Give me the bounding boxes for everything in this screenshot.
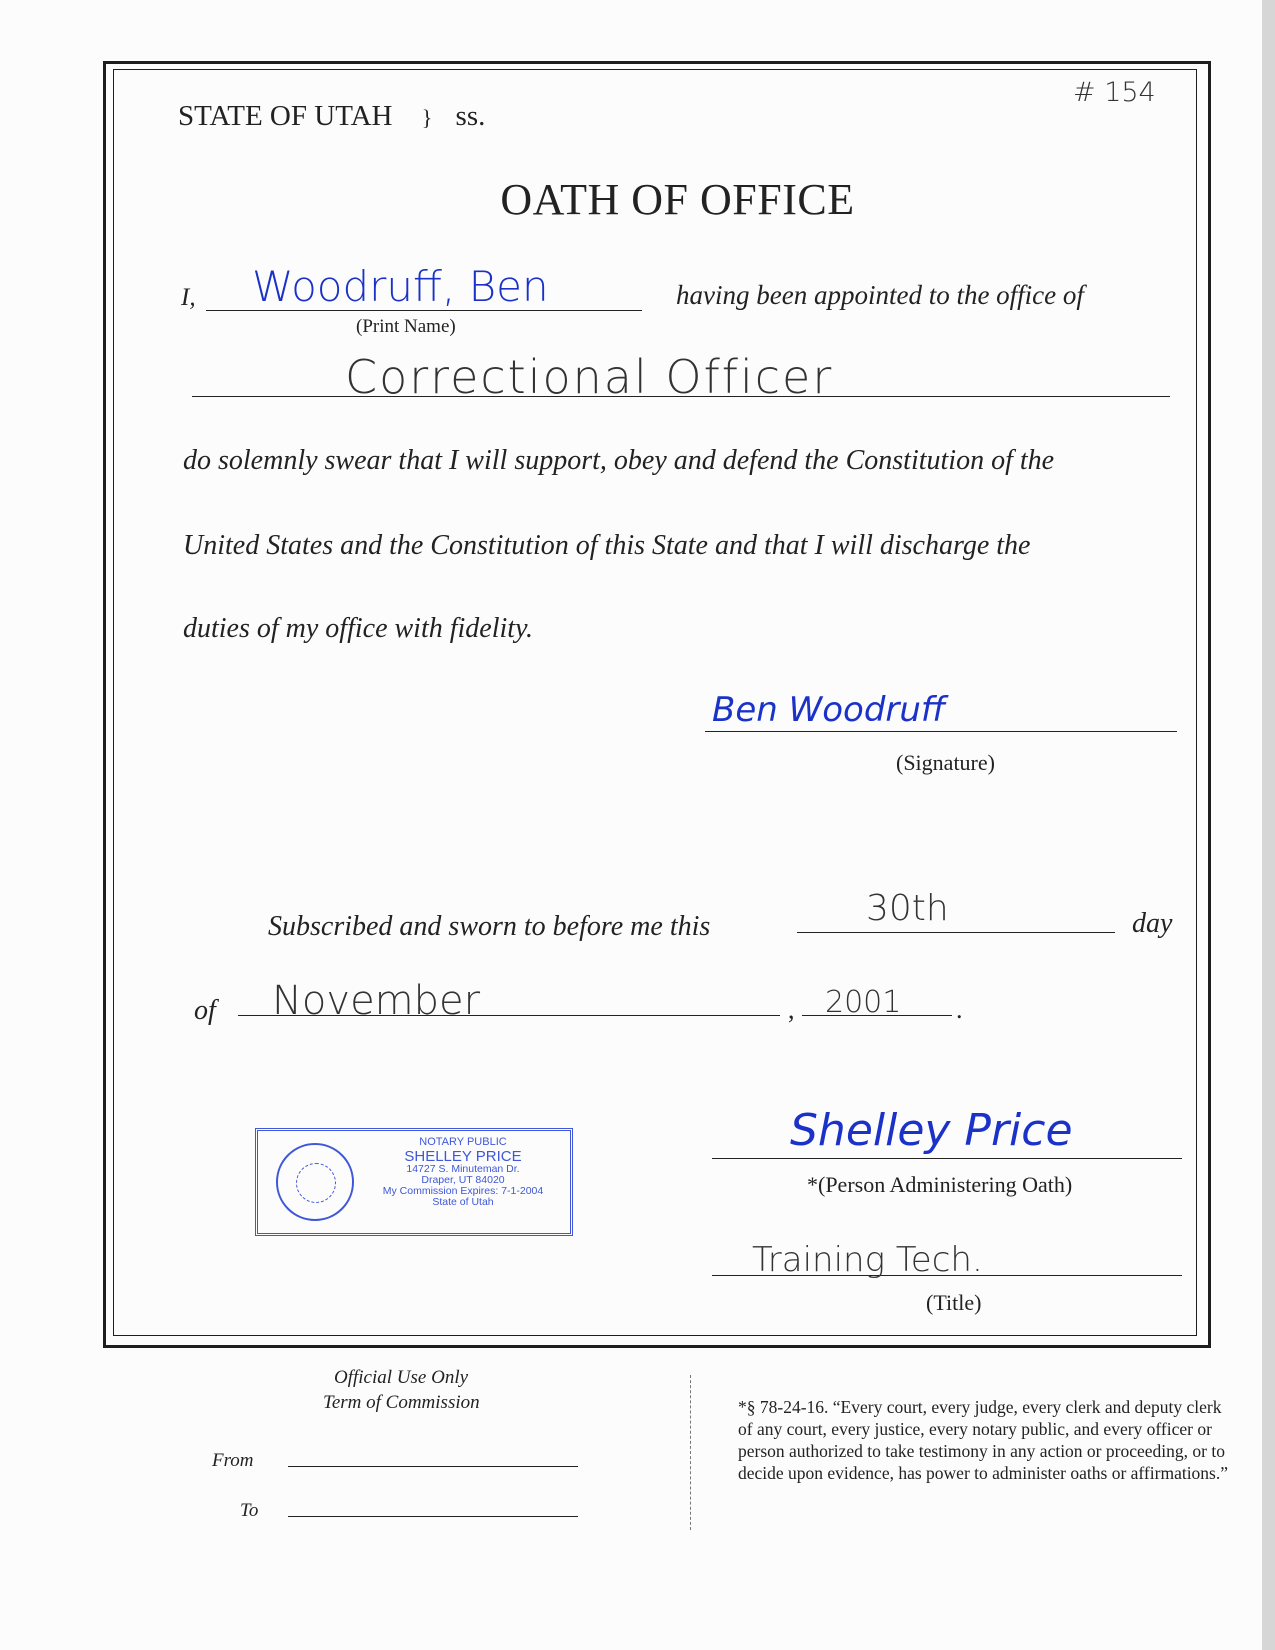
- stamp-line-5: My Commission Expires: 7-1-2004: [382, 1185, 544, 1198]
- scan-edge: [1262, 0, 1275, 1650]
- day-line: [797, 932, 1115, 933]
- oath-body-line-2: United States and the Constitution of this State and that I will discharge the: [183, 530, 1031, 561]
- statute-text: *§ 78-24-16. “Every court, every judge, every clerk and deputy clerk of any court, every justice, every notary public, and every officer or person authorized to take testimony in any action or proceeding, or to decide upon evidence, has power to administer oaths or affirmations.”: [738, 1397, 1229, 1483]
- brace: }: [421, 105, 433, 130]
- sworn-text: Subscribed and sworn to before me this: [268, 911, 711, 942]
- notary-stamp: [255, 1128, 573, 1236]
- from-label: From: [212, 1450, 254, 1471]
- of-label: of: [194, 995, 216, 1026]
- term-of-commission-heading: Term of Commission: [323, 1392, 480, 1413]
- stamp-line-6: State of Utah: [432, 1196, 494, 1209]
- title-caption: (Title): [926, 1290, 982, 1315]
- to-label: To: [240, 1500, 259, 1521]
- document-number: # 154: [1073, 77, 1156, 108]
- day-label: day: [1132, 908, 1173, 939]
- day-value: 30th: [866, 888, 949, 929]
- stamp-line-1: NOTARY PUBLIC: [419, 1136, 507, 1148]
- office-value: Correctional Officer: [345, 350, 834, 404]
- year-value: 2001: [825, 985, 902, 1020]
- stamp-line-4: Draper, UT 84020: [421, 1174, 505, 1187]
- state-name: STATE OF UTAH: [178, 100, 393, 132]
- signature-caption: (Signature): [896, 750, 995, 775]
- appointed-text: having been appointed to the office of: [676, 280, 1084, 310]
- administrator-line: [712, 1158, 1182, 1159]
- official-use-heading: Official Use Only: [334, 1367, 469, 1388]
- section-divider: [690, 1375, 691, 1530]
- date-comma: ,: [788, 995, 795, 1024]
- signature-line: [705, 731, 1177, 732]
- state-heading: [178, 100, 485, 133]
- month-value: November: [272, 978, 481, 1024]
- signature-value: Ben Woodruff: [712, 690, 946, 730]
- to-line: [288, 1516, 578, 1517]
- from-line: [288, 1466, 578, 1467]
- print-name-caption: (Print Name): [356, 316, 456, 337]
- ss-label: ss.: [455, 100, 486, 132]
- oath-body-line-1: do solemnly swear that I will support, obey and defend the Constitution of the: [183, 445, 1055, 476]
- document-title: OATH OF OFFICE: [500, 175, 855, 224]
- printed-name: Woodruff, Ben: [252, 262, 549, 311]
- stamp-line-2: SHELLEY PRICE: [404, 1147, 522, 1165]
- administrator-signature: Shelley Price: [790, 1105, 1073, 1156]
- oath-body-line-3: duties of my office with fidelity.: [183, 613, 533, 644]
- date-period: .: [956, 995, 963, 1024]
- stamp-line-3: 14727 S. Minuteman Dr.: [406, 1163, 520, 1176]
- oath-prefix: I,: [181, 284, 196, 311]
- state-seal-icon: [276, 1143, 354, 1221]
- title-value: Training Tech.: [752, 1240, 983, 1280]
- administrator-caption: *(Person Administering Oath): [807, 1172, 1073, 1197]
